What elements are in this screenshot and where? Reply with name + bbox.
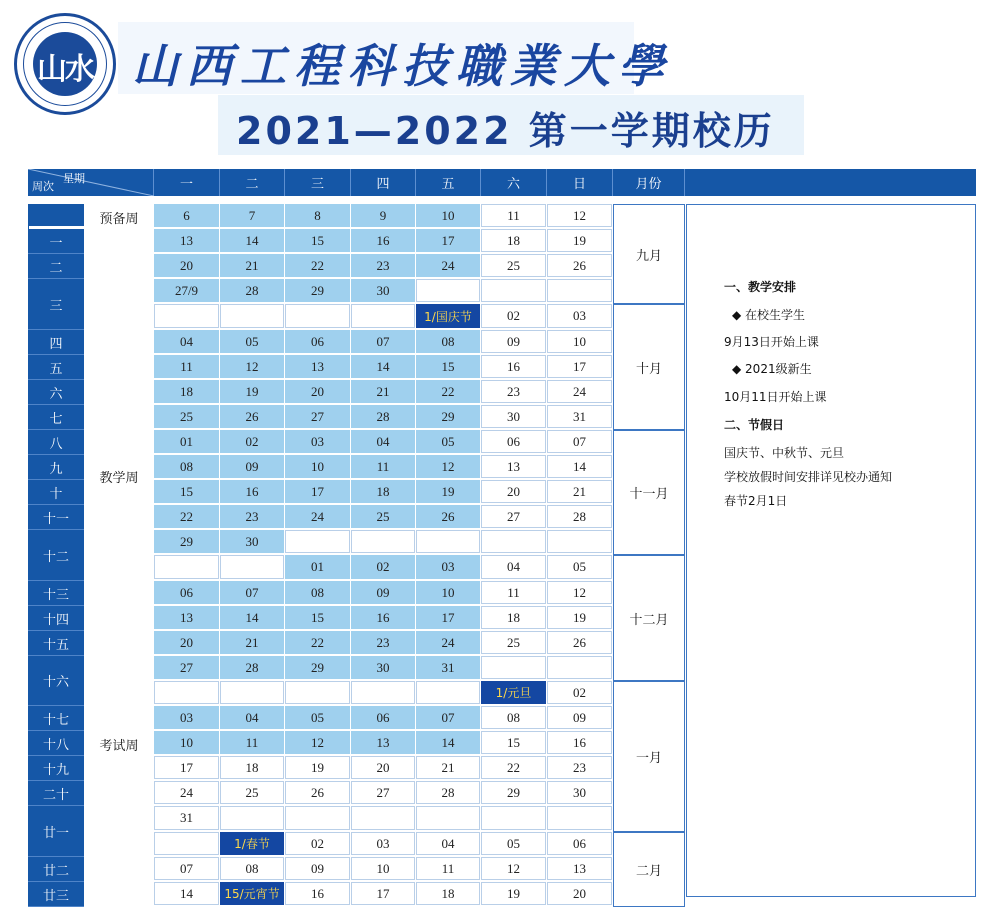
- day-cell: 20: [547, 882, 612, 905]
- day-cell: 18: [481, 229, 546, 252]
- day-cell: [154, 681, 219, 704]
- day-cell: [351, 530, 415, 553]
- day-cell: 14: [351, 355, 415, 378]
- day-header-3: 三: [285, 169, 351, 196]
- day-cell: [547, 656, 612, 679]
- corner-weekday-label: 星期: [63, 172, 85, 185]
- day-cell: 29: [154, 530, 219, 553]
- note-current-start: 9月13日开始上课: [724, 335, 819, 349]
- note-holiday-heading: 二、节假日: [724, 418, 785, 432]
- day-cell: 02: [481, 304, 546, 328]
- day-cell: 27: [154, 656, 219, 679]
- day-cell: 29: [285, 656, 350, 679]
- day-cell: 15: [416, 355, 480, 378]
- day-cell: 02: [285, 832, 350, 855]
- day-cell: 27: [351, 781, 415, 804]
- day-cell: [285, 806, 350, 830]
- day-cell: 03: [416, 555, 480, 579]
- day-cell: 05: [547, 555, 612, 579]
- day-cell: [416, 681, 480, 704]
- day-cell: [285, 681, 350, 704]
- day-cell: 18: [416, 882, 480, 905]
- day-cell: 31: [416, 656, 480, 679]
- corner-week-label: 周次: [32, 180, 54, 193]
- day-cell: 10: [154, 731, 219, 754]
- day-cell: 24: [154, 781, 219, 804]
- day-cell: 21: [547, 480, 612, 503]
- week-number: 九: [28, 455, 84, 480]
- day-cell: 08: [285, 581, 350, 604]
- day-cell: 24: [416, 254, 480, 277]
- day-cell: [481, 279, 546, 302]
- week-number: 十: [28, 480, 84, 505]
- day-cell: 08: [416, 330, 480, 353]
- day-cell: 04: [220, 706, 284, 729]
- day-cell: 07: [416, 706, 480, 729]
- day-cell: 17: [154, 756, 219, 779]
- day-cell: 19: [285, 756, 350, 779]
- day-cell: 26: [416, 505, 480, 528]
- note-holiday-notice: 学校放假时间安排详见校办通知: [724, 470, 893, 484]
- day-cell: 08: [154, 455, 219, 478]
- day-cell: 7: [220, 204, 284, 227]
- week-number: 一: [28, 229, 84, 254]
- logo-glyph: 山水: [37, 52, 93, 87]
- day-cell: 30: [220, 530, 284, 553]
- header-corner: [28, 169, 154, 196]
- day-cell: 04: [351, 430, 415, 453]
- calendar-title: 2021—2022 第一学期校历: [236, 109, 775, 153]
- week-number: 十一: [28, 505, 84, 530]
- day-cell: 11: [481, 204, 546, 227]
- day-cell: [481, 530, 546, 553]
- day-cell: 18: [351, 480, 415, 503]
- day-cell: 10: [547, 330, 612, 353]
- day-cell: 23: [481, 380, 546, 403]
- day-cell: 18: [220, 756, 284, 779]
- day-cell: 02: [547, 681, 612, 704]
- day-cell: 30: [351, 656, 415, 679]
- day-cell: 25: [220, 781, 284, 804]
- day-cell: 8: [285, 204, 350, 227]
- day-cell: 27/9: [154, 279, 219, 302]
- notes-column-header: [685, 169, 976, 196]
- note-holidays: 国庆节、中秋节、元旦: [724, 446, 845, 460]
- day-cell: 12: [220, 355, 284, 378]
- week-number: 六: [28, 380, 84, 405]
- day-cell: 07: [547, 430, 612, 453]
- day-cell: [154, 555, 219, 579]
- day-cell: 25: [154, 405, 219, 428]
- day-cell: [351, 806, 415, 830]
- day-cell: 07: [220, 581, 284, 604]
- day-cell: 20: [154, 254, 219, 277]
- week-number: 三: [28, 279, 84, 330]
- day-cell: 16: [351, 606, 415, 629]
- day-cell: 03: [285, 430, 350, 453]
- week-number: 十七: [28, 706, 84, 731]
- day-cell: 07: [154, 857, 219, 880]
- month-label: 九月: [613, 204, 685, 304]
- day-cell: 01: [154, 430, 219, 453]
- month-label: 二月: [613, 832, 685, 907]
- day-cell: 10: [416, 581, 480, 604]
- day-cell: 19: [220, 380, 284, 403]
- week-number: 廿二: [28, 857, 84, 882]
- day-cell: 13: [285, 355, 350, 378]
- day-cell: 11: [351, 455, 415, 478]
- day-cell: 23: [220, 505, 284, 528]
- day-cell: 29: [481, 781, 546, 804]
- day-cell: 21: [220, 631, 284, 654]
- day-cell: 12: [285, 731, 350, 754]
- day-cell: 25: [481, 254, 546, 277]
- day-cell: 14: [220, 229, 284, 252]
- day-header-5: 五: [416, 169, 481, 196]
- day-cell: 19: [481, 882, 546, 905]
- day-cell: [154, 304, 219, 328]
- day-cell: 06: [547, 832, 612, 855]
- day-cell: 30: [481, 405, 546, 428]
- day-cell: [547, 530, 612, 553]
- day-cell: 16: [547, 731, 612, 754]
- day-cell: 9: [351, 204, 415, 227]
- day-cell: 17: [351, 882, 415, 905]
- day-cell: 22: [285, 254, 350, 277]
- day-cell: [285, 530, 350, 553]
- note-current-students: ◆ 在校生学生: [732, 308, 806, 322]
- day-cell: [154, 832, 219, 855]
- month-label: 十二月: [613, 555, 685, 681]
- week-number: 十八: [28, 731, 84, 756]
- day-cell: 10: [416, 204, 480, 227]
- note-spring-festival: 春节2月1日: [724, 494, 788, 508]
- day-cell: 19: [547, 229, 612, 252]
- day-cell: 21: [351, 380, 415, 403]
- day-cell: 27: [481, 505, 546, 528]
- day-cell: 28: [220, 656, 284, 679]
- day-cell: [285, 304, 350, 328]
- day-cell: 23: [547, 756, 612, 779]
- day-cell: 28: [416, 781, 480, 804]
- day-cell: 01: [285, 555, 350, 579]
- day-cell: 23: [351, 631, 415, 654]
- day-header-1: 一: [154, 169, 220, 196]
- week-number: 十九: [28, 756, 84, 781]
- day-cell: 17: [547, 355, 612, 378]
- day-cell: 19: [547, 606, 612, 629]
- note-new-start: 10月11日开始上课: [724, 390, 827, 404]
- day-cell: 29: [416, 405, 480, 428]
- week-type-teaching: 教学周: [99, 471, 139, 486]
- day-cell: 22: [416, 380, 480, 403]
- day-cell: [416, 279, 480, 302]
- day-cell: 10: [285, 455, 350, 478]
- day-header-6: 六: [481, 169, 547, 196]
- week-number: 二: [28, 254, 84, 279]
- day-cell: [416, 530, 480, 553]
- day-cell: 16: [351, 229, 415, 252]
- month-label: 一月: [613, 681, 685, 832]
- day-cell: 24: [547, 380, 612, 403]
- day-cell: 06: [154, 581, 219, 604]
- day-cell: 13: [547, 857, 612, 880]
- note-teaching-heading: 一、教学安排: [724, 280, 797, 294]
- day-cell: 04: [154, 330, 219, 353]
- holiday-cell: 15/元宵节: [220, 882, 284, 905]
- day-cell: 22: [154, 505, 219, 528]
- day-cell: 28: [220, 279, 284, 302]
- day-cell: 28: [547, 505, 612, 528]
- day-cell: 13: [154, 229, 219, 252]
- day-cell: 28: [351, 405, 415, 428]
- week-number: 八: [28, 430, 84, 455]
- day-cell: 25: [481, 631, 546, 654]
- day-cell: [416, 806, 480, 830]
- day-cell: 11: [154, 355, 219, 378]
- day-cell: 22: [285, 631, 350, 654]
- day-cell: 6: [154, 204, 219, 227]
- day-header-4: 四: [351, 169, 416, 196]
- day-cell: 09: [547, 706, 612, 729]
- day-cell: 24: [416, 631, 480, 654]
- day-cell: 26: [220, 405, 284, 428]
- day-cell: 21: [416, 756, 480, 779]
- week-number: 十六: [28, 656, 84, 706]
- day-cell: 09: [285, 857, 350, 880]
- day-cell: 27: [285, 405, 350, 428]
- day-cell: 30: [547, 781, 612, 804]
- day-cell: 19: [416, 480, 480, 503]
- university-name: 山西工程科技職業大學: [132, 39, 672, 93]
- day-cell: 15: [481, 731, 546, 754]
- day-cell: 06: [285, 330, 350, 353]
- day-cell: 09: [351, 581, 415, 604]
- day-cell: 02: [220, 430, 284, 453]
- day-cell: 03: [351, 832, 415, 855]
- day-cell: [547, 806, 612, 830]
- day-cell: 05: [220, 330, 284, 353]
- week-column-prep: [28, 204, 84, 226]
- day-cell: 15: [154, 480, 219, 503]
- day-cell: 04: [481, 555, 546, 579]
- day-cell: 06: [351, 706, 415, 729]
- day-cell: 14: [547, 455, 612, 478]
- day-cell: 31: [547, 405, 612, 428]
- week-type-prep: 预备周: [99, 212, 139, 227]
- day-cell: 26: [285, 781, 350, 804]
- university-logo: [14, 13, 116, 115]
- day-cell: 12: [547, 204, 612, 227]
- holiday-cell: 1/国庆节: [416, 304, 480, 328]
- day-cell: 03: [154, 706, 219, 729]
- day-cell: [547, 279, 612, 302]
- day-header-7: 日: [547, 169, 613, 196]
- day-header-2: 二: [220, 169, 285, 196]
- day-cell: 15: [285, 229, 350, 252]
- day-cell: 26: [547, 254, 612, 277]
- week-number: 十五: [28, 631, 84, 656]
- day-cell: 16: [285, 882, 350, 905]
- day-cell: 05: [481, 832, 546, 855]
- day-cell: 14: [154, 882, 219, 905]
- day-cell: 11: [416, 857, 480, 880]
- day-cell: 12: [481, 857, 546, 880]
- day-cell: [481, 806, 546, 830]
- day-cell: 17: [416, 229, 480, 252]
- week-number: 十三: [28, 581, 84, 606]
- day-cell: [220, 681, 284, 704]
- day-cell: 18: [154, 380, 219, 403]
- day-cell: [351, 304, 415, 328]
- day-cell: 14: [416, 731, 480, 754]
- week-number: 七: [28, 405, 84, 430]
- day-cell: 06: [481, 430, 546, 453]
- day-cell: 08: [220, 857, 284, 880]
- day-cell: 20: [351, 756, 415, 779]
- day-cell: 03: [547, 304, 612, 328]
- week-number: 五: [28, 355, 84, 380]
- day-cell: 13: [154, 606, 219, 629]
- day-cell: 16: [220, 480, 284, 503]
- day-cell: 24: [285, 505, 350, 528]
- day-cell: 11: [220, 731, 284, 754]
- day-cell: 07: [351, 330, 415, 353]
- day-cell: 15: [285, 606, 350, 629]
- day-cell: 18: [481, 606, 546, 629]
- day-cell: 09: [481, 330, 546, 353]
- week-number: 十四: [28, 606, 84, 631]
- day-cell: 05: [285, 706, 350, 729]
- week-type-exam: 考试周: [99, 739, 139, 754]
- day-cell: 02: [351, 555, 415, 579]
- day-cell: 17: [416, 606, 480, 629]
- day-cell: 12: [416, 455, 480, 478]
- holiday-cell: 1/春节: [220, 832, 284, 855]
- day-cell: 09: [220, 455, 284, 478]
- day-cell: 26: [547, 631, 612, 654]
- day-cell: 10: [351, 857, 415, 880]
- day-cell: [481, 656, 546, 679]
- day-cell: 11: [481, 581, 546, 604]
- notes-panel: [686, 204, 976, 897]
- day-cell: [220, 806, 284, 830]
- day-cell: 08: [481, 706, 546, 729]
- day-cell: 20: [154, 631, 219, 654]
- day-cell: 16: [481, 355, 546, 378]
- day-cell: 31: [154, 806, 219, 830]
- day-cell: 22: [481, 756, 546, 779]
- day-cell: 13: [481, 455, 546, 478]
- day-cell: [220, 555, 284, 579]
- day-cell: [220, 304, 284, 328]
- day-cell: 23: [351, 254, 415, 277]
- day-cell: [351, 681, 415, 704]
- week-number: 廿一: [28, 806, 84, 857]
- holiday-cell: 1/元旦: [481, 681, 546, 704]
- day-cell: 20: [481, 480, 546, 503]
- day-cell: 29: [285, 279, 350, 302]
- day-cell: 25: [351, 505, 415, 528]
- day-cell: 04: [416, 832, 480, 855]
- week-number: 二十: [28, 781, 84, 806]
- day-cell: 12: [547, 581, 612, 604]
- note-new-students: ◆ 2021级新生: [732, 362, 812, 376]
- week-number: 四: [28, 330, 84, 355]
- month-column-header: 月份: [613, 169, 685, 196]
- month-label: 十月: [613, 304, 685, 430]
- day-cell: 21: [220, 254, 284, 277]
- day-cell: 14: [220, 606, 284, 629]
- day-cell: 20: [285, 380, 350, 403]
- week-number: 廿三: [28, 882, 84, 907]
- month-label: 十一月: [613, 430, 685, 555]
- day-cell: 17: [285, 480, 350, 503]
- week-number: 十二: [28, 530, 84, 581]
- day-cell: 05: [416, 430, 480, 453]
- day-cell: 30: [351, 279, 415, 302]
- day-cell: 13: [351, 731, 415, 754]
